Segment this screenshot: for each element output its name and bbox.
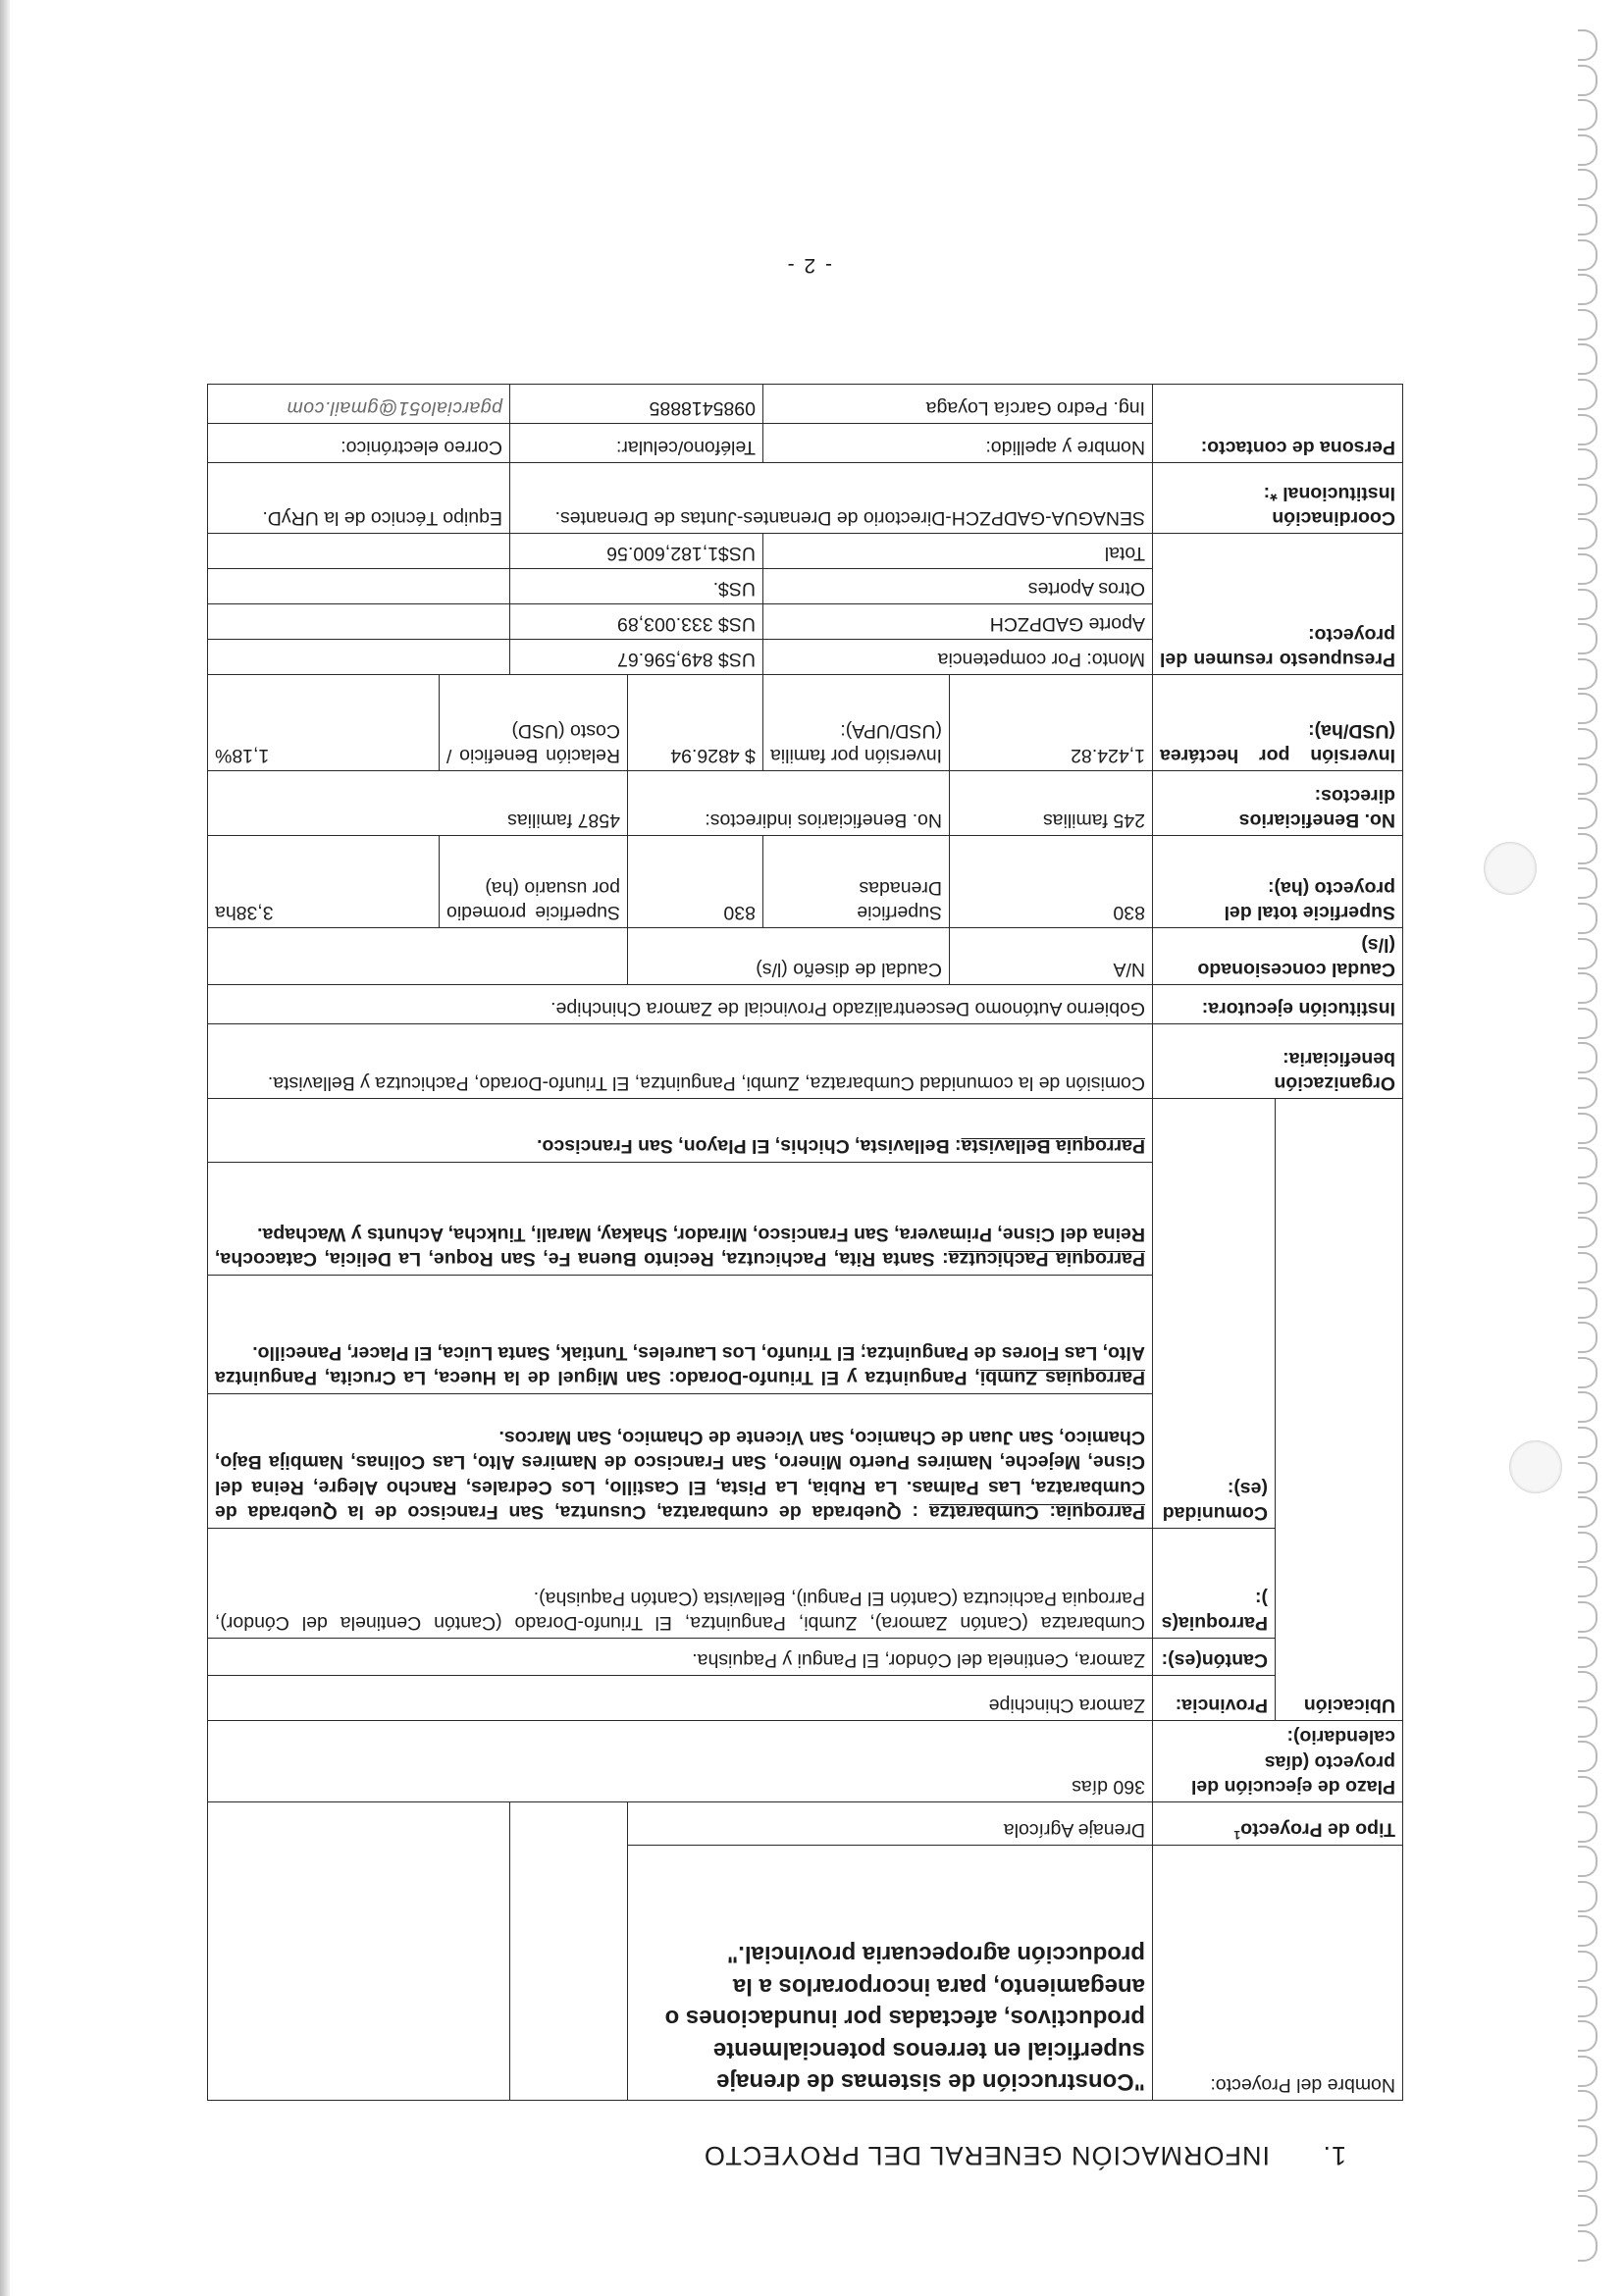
community-block bbox=[208, 1099, 1152, 1162]
coordination-value: SENAGUA-GADPZCH-Directorio de Drenantes-Juntas de Drenantes. bbox=[510, 463, 1153, 534]
row-beneficiary-org bbox=[208, 1023, 1403, 1098]
flow-design-label: Caudal de diseño (l/s) bbox=[628, 928, 950, 985]
investment-family-value: $ 4826.94 bbox=[628, 675, 763, 771]
budget-row-value: US$ 333.003,89 bbox=[510, 604, 763, 640]
executor-label: Institución ejecutora: bbox=[1153, 984, 1403, 1023]
community-text: : Santa Rita, Pachicutza, Recinto Buena Fe, San Roque, La Delicia, Catacocha, Reina del Cisne, Primavera, San Francisco, Mirador, Shakay, Marali, Tiukcha, Achunts y Wachapa. bbox=[215, 1223, 1145, 1270]
contact-email-label: Correo electrónico: bbox=[208, 424, 510, 463]
beneficiaries-indirect-label: No. Beneficiarios indirectos: bbox=[628, 771, 950, 836]
page-number: - 2 - bbox=[785, 254, 832, 277]
empty-cell bbox=[208, 1802, 510, 2101]
row-canton bbox=[208, 1638, 1403, 1675]
section-title: INFORMACIÓN GENERAL DEL PROYECTO bbox=[703, 2141, 1270, 2170]
community-text: , Panguintza y El Triunfo-Dorado: San Miguel de la Hueca, La Crucita, Panguintza Alto, Las Flores de Panguintza; El Triunfo, Los Laureles, Tuntiak, Santa Luica, El Placer, Panecillo. bbox=[215, 1341, 1145, 1388]
empty-cell bbox=[208, 534, 510, 569]
community-block bbox=[208, 1162, 1152, 1275]
project-type-label bbox=[1153, 1802, 1403, 1846]
parish-label: Parroquia(s): bbox=[1153, 1528, 1276, 1638]
contact-label: Persona de contacto: bbox=[1153, 385, 1403, 463]
empty-cell bbox=[208, 604, 510, 640]
coordination-label: Coordinación Institucional *: bbox=[1153, 463, 1403, 534]
coordination-team: Equipo Técnico de la URyD. bbox=[208, 463, 510, 534]
project-info-table bbox=[207, 384, 1403, 2101]
contact-name-value: Ing. Pedro García Loyaga bbox=[763, 385, 1153, 424]
row-project-name bbox=[208, 1846, 1403, 2101]
province-label: Provincia: bbox=[1153, 1675, 1276, 1720]
surface-drained-label: Superficie Drenadas bbox=[763, 836, 950, 928]
surface-avg-label: Superficie promedio por usuario (ha) bbox=[440, 836, 628, 928]
flow-label: Caudal concesionado (l/s) bbox=[1153, 928, 1403, 985]
budget-row-label: Monto: Por competencia bbox=[763, 640, 1153, 675]
community-parish: Parroquia Bellavista bbox=[961, 1134, 1145, 1157]
executor-value: Gobierno Autónomo Descentralizado Provincial de Zamora Chinchipe. bbox=[208, 984, 1153, 1023]
surface-label: Superficie total del proyecto (ha): bbox=[1153, 836, 1403, 928]
row-parish bbox=[208, 1528, 1403, 1638]
location-label: Ubicación bbox=[1276, 1098, 1403, 1720]
community-parish: Parroquia: Cumbaratza bbox=[928, 1500, 1145, 1523]
section-heading bbox=[704, 2140, 1346, 2170]
community-block bbox=[208, 1275, 1152, 1393]
community-text: : Bellavista, Chichis, El Playon, San Francisco. bbox=[537, 1134, 962, 1157]
budget-row-label: Otros Aportes bbox=[763, 569, 1153, 604]
investment-ratio-value: 1,18% bbox=[208, 675, 440, 771]
community-parish: Parroquias Zumbi bbox=[979, 1366, 1145, 1388]
beneficiaries-indirect-value: 4587 familias bbox=[208, 771, 628, 836]
row-beneficiaries bbox=[208, 771, 1403, 836]
row-surface bbox=[208, 836, 1403, 928]
contact-email-value: pgarcialo51@gmail.com bbox=[208, 385, 510, 424]
budget-row-value: US$ 849,596.67 bbox=[510, 640, 763, 675]
investment-value: 1,424.82 bbox=[950, 675, 1153, 771]
beneficiary-org-label: Organización beneficiaria: bbox=[1153, 1023, 1403, 1098]
parish-value: Cumbaratza (Cantón Zamora), Zumbi, Panguintza, El Triunfo-Dorado (Cantón Centinela del Cóndor), Parroquia Pachicutza (Cantón El Pangui), Bellavista (Cantón Paquisha). bbox=[208, 1528, 1153, 1638]
footnote-marker: 1 bbox=[1233, 1828, 1241, 1842]
community-list bbox=[208, 1098, 1153, 1528]
budget-row-label: Aporte GADPZCH bbox=[763, 604, 1153, 640]
empty-cell bbox=[208, 640, 510, 675]
canton-value: Zamora, Centinela del Cóndor, El Pangui y Paquisha. bbox=[208, 1638, 1153, 1675]
project-type-value: Drenaje Agrícola bbox=[628, 1802, 1153, 1846]
project-name-label: Nombre del Proyecto: bbox=[1153, 1846, 1403, 2101]
surface-avg-value: 3,38ha bbox=[208, 836, 440, 928]
project-name-value: "Construcción de sistemas de drenaje superficial en terrenos potencialmente productivos, afectadas por inundaciones o anegamiento, para incorporarlos a la producción agropecuaria provincial." bbox=[628, 1846, 1153, 2101]
empty-cell bbox=[510, 1802, 628, 2101]
row-execution-term bbox=[208, 1720, 1403, 1801]
row-flow bbox=[208, 928, 1403, 985]
community-parish: Parroquia Pachicutza bbox=[948, 1247, 1145, 1270]
row-communities bbox=[208, 1098, 1403, 1528]
execution-term-value: 360 días bbox=[208, 1720, 1153, 1801]
contact-phone-label: Teléfono/celular: bbox=[510, 424, 763, 463]
province-value: Zamora Chinchipe bbox=[208, 1675, 1153, 1720]
row-budget bbox=[208, 640, 1403, 675]
budget-row-value: US$1,182,600.56 bbox=[510, 534, 763, 569]
budget-row-label: Total bbox=[763, 534, 1153, 569]
community-label: Comunidad(es): bbox=[1153, 1098, 1276, 1528]
row-executor bbox=[208, 984, 1403, 1023]
section-number: 1. bbox=[1322, 2141, 1346, 2170]
budget-label: Presupuesto resumen del proyecto: bbox=[1153, 534, 1403, 675]
beneficiary-org-value: Comisión de la comunidad Cumbaratza, Zumbi, Panguintza, El Triunfo-Dorado, Pachicutza y Bellavista. bbox=[208, 1023, 1153, 1098]
row-investment bbox=[208, 675, 1403, 771]
investment-label: Inversión por hectárea (USD/ha): bbox=[1153, 675, 1403, 771]
contact-phone-value: 0985418885 bbox=[510, 385, 763, 424]
flow-design-value bbox=[208, 928, 628, 985]
empty-cell bbox=[208, 569, 510, 604]
budget-row-value: US$. bbox=[510, 569, 763, 604]
beneficiaries-value: 245 familias bbox=[950, 771, 1153, 836]
community-block bbox=[208, 1393, 1152, 1528]
row-contact-header bbox=[208, 424, 1403, 463]
canton-label: Cantón(es): bbox=[1153, 1638, 1276, 1675]
flow-value: N/A bbox=[950, 928, 1153, 985]
investment-family-label: Inversión por familia (USD/UPA): bbox=[763, 675, 950, 771]
beneficiaries-label: No. Beneficiarios directos: bbox=[1153, 771, 1403, 836]
community-text: : Quebrada de cumbaratza, Cusuntza, San Francisco de la Quebrada de Cumbaratza, Las Palmas. La Rubia, La Pista, El Castillo, Los Cedrales, Rancho Alegre, Reina del Cisne, Mejeche, Namires Puerto Minero, San Francisco de Namires Alto, Las Colinas, Nambija Bajo, Chamico, San Juan de Chamico, San Vicente de Chamico, San Marcos. bbox=[215, 1426, 1145, 1523]
surface-drained-value: 830 bbox=[628, 836, 763, 928]
surface-value: 830 bbox=[950, 836, 1153, 928]
row-province bbox=[208, 1675, 1403, 1720]
row-coordination bbox=[208, 463, 1403, 534]
project-type-label-text: Tipo de Proyecto bbox=[1240, 1818, 1395, 1841]
contact-name-label: Nombre y apellido: bbox=[763, 424, 1153, 463]
execution-term-label: Plazo de ejecución del proyecto (días calendario): bbox=[1153, 1720, 1403, 1801]
investment-ratio-label: Relación Beneficio / Costo (USD) bbox=[440, 675, 628, 771]
